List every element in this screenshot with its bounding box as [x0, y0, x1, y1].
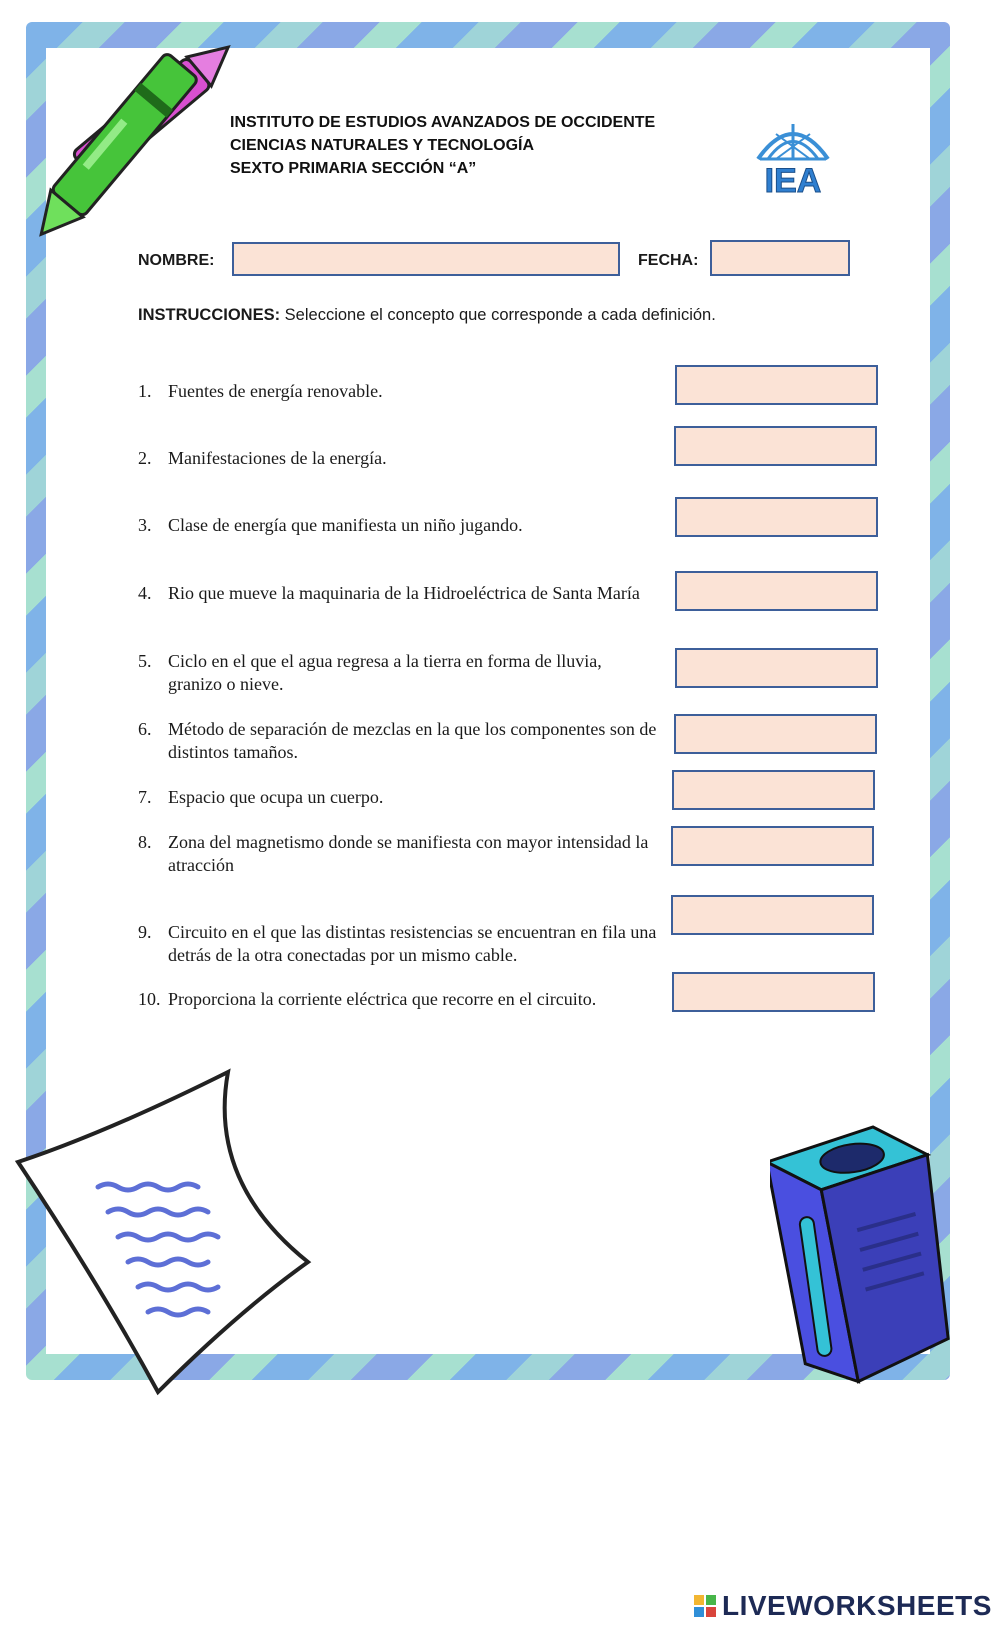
iea-logo-text: IEA [764, 162, 822, 200]
date-label: FECHA: [638, 252, 699, 269]
question-9 [138, 921, 658, 967]
question-text: Manifestaciones de la energía. [168, 448, 387, 468]
question-number: 6. [138, 719, 152, 739]
answer-field-7[interactable] [672, 770, 875, 810]
question-text: Fuentes de energía renovable. [168, 381, 383, 401]
crayons-icon [14, 14, 264, 249]
name-label: NOMBRE: [138, 252, 215, 269]
liveworksheets-logo [694, 1590, 992, 1622]
question-2 [138, 447, 658, 470]
answer-field-4[interactable] [675, 571, 878, 611]
instructions [138, 306, 716, 325]
question-6 [138, 718, 658, 764]
question-number: 2. [138, 448, 152, 468]
answer-field-5[interactable] [675, 648, 878, 688]
name-field[interactable] [232, 242, 620, 276]
question-text: Ciclo en el que el agua regresa a la tierra en forma de lluvia, granizo o nieve. [168, 651, 602, 694]
question-number: 9. [138, 922, 152, 942]
date-field[interactable] [710, 240, 850, 276]
question-text: Proporciona la corriente eléctrica que recorre en el circuito. [168, 989, 597, 1009]
answer-field-9[interactable] [671, 895, 874, 935]
question-text: Rio que mueve la maquinaria de la Hidroeléctrica de Santa María [168, 583, 640, 603]
answer-field-3[interactable] [675, 497, 878, 537]
question-text: Zona del magnetismo donde se manifiesta con mayor intensidad la atracción [168, 832, 649, 875]
pencil-sharpener-icon [770, 1110, 950, 1390]
question-5 [138, 650, 658, 696]
question-text: Circuito en el que las distintas resistencias se encuentran en fila una detrás de la otra conectadas por un mismo cable. [168, 922, 657, 965]
instructions-label: INSTRUCCIONES: [138, 306, 281, 324]
course-name: CIENCIAS NATURALES Y TECNOLOGÍA [230, 137, 535, 154]
question-number: 1. [138, 381, 152, 401]
question-8 [138, 831, 658, 877]
answer-field-8[interactable] [671, 826, 874, 866]
question-text: Clase de energía que manifiesta un niño jugando. [168, 515, 523, 535]
question-number: 5. [138, 651, 152, 671]
answer-field-6[interactable] [674, 714, 877, 754]
question-text: Método de separación de mezclas en la que los componentes son de distintos tamaños. [168, 719, 657, 762]
question-1 [138, 380, 658, 403]
answer-field-2[interactable] [674, 426, 877, 466]
liveworksheets-mark-icon [694, 1595, 716, 1617]
iea-logo-icon [748, 114, 838, 204]
liveworksheets-brand: LIVEWORKSHEETS [722, 1590, 992, 1621]
school-name: INSTITUTO DE ESTUDIOS AVANZADOS DE OCCIDENTE [230, 114, 656, 131]
answer-field-10[interactable] [672, 972, 875, 1012]
question-text: Espacio que ocupa un cuerpo. [168, 787, 384, 807]
question-10 [138, 988, 658, 1011]
question-7 [138, 786, 658, 809]
question-number: 10. [138, 989, 161, 1009]
question-number: 8. [138, 832, 152, 852]
paper-sheet-icon [8, 1062, 348, 1402]
question-3 [138, 514, 658, 537]
answer-field-1[interactable] [675, 365, 878, 405]
question-4 [138, 582, 658, 605]
grade-section: SEXTO PRIMARIA SECCIÓN “A” [230, 160, 477, 177]
question-number: 3. [138, 515, 152, 535]
instructions-text: Seleccione el concepto que corresponde a cada definición. [280, 306, 716, 324]
question-number: 7. [138, 787, 152, 807]
question-number: 4. [138, 583, 152, 603]
